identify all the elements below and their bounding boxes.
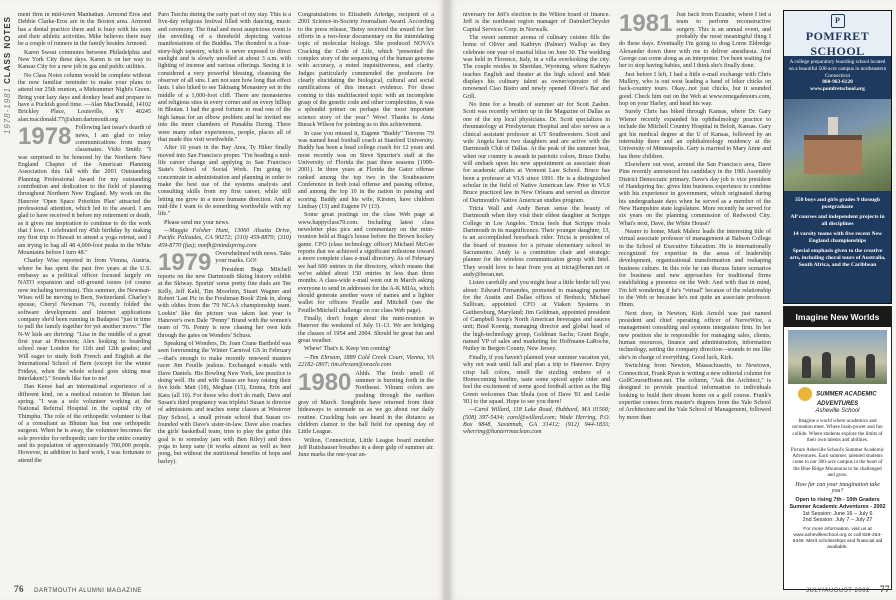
- paragraph: Paro Tsechu during the early part of my stay. This is a five-day religious festival filled with dancing, music and ceremony. The final and most auspicious event is the unveiling of a threehold depicting various manifestations of the Buddha. The thondrol is a four-story-high tapestry, which is never exposed to direct sunlight and is slowly unrolled at about 3 a.m. with lighting of incense and various offerings. Seeing it is considered a very powerful blessing, cleansing the observer of all sins. I am not sure how long that effect lasts. I also hiked to see Taktsang Monastery set in the middle of a 1,000-foot cliff. There are monasteries and religious sites in every corner and on every hilltop in Bhutan. I had the good fortune to read one of the high lamas for an elbow problem and he invited me into the inner chambers of Punakha Dzong. There were many other experiences, people, places all of that made this visit worthwhile.": [158, 12, 291, 143]
- ad-fact: Special emphasis given to the creative arts, including choral tours of Australia, South Africa, and the Caribbean: [789, 247, 886, 268]
- paragraph: Dan Keese had an international experience of a different kind, on a medical mission to Bhutan last spring. "I was a solo volunteer working at the National Referral Hospital in the capital city of Thimphu. The role of the orthopedic volunteer is that of a consultant as Bhutan has but one orthopedic surgeon. When he is away, the volunteer becomes the sole provider for orthopedic care for the entire country and its population of approximately 700,000 people. However, in addition to hard work, I was fortunate to attend the: [18, 384, 151, 464]
- page-number: 76: [14, 584, 24, 594]
- paragraph: Elsewhere out west, around the San Francisco area, Dave Pine recently announced his candidacy in the 19th Assembly District Democratic primary. Dave's day job is vice president of Handspring Inc. gives him business experience to combine with his experience in government, which originated during his undergraduate days when he served as a member of the New Hampshire state legislature. More recently he served for six years on the planning commission of Redwood City. What's next, Dave, the White House?: [619, 161, 771, 227]
- ad-phone: 860-963-6120: [822, 79, 853, 86]
- paragraph: Following last issue's dearth of news, I am glad to relay communications from many classmates. Vicki Smith: "I was surprised to be honored by the Northern New England Chapter of the American Planning Association this fall with the 2001 Outstanding Planning Professional Award for my outstanding contribution and dedication to the field of planning throughout Northern New England. My work on the Hanover 'Open Space Priorities Plan' attracted the professional attention, which led to the award. I am glad to have received it before my retirement or death, as it gives me inspiration to continue to do the work that I love. I celebrated my 45th birthday by making my first trip to Hawaii to attend a yoga retreat, and I am trying to bag all 48 4,000-foot peaks in the White Mountains before I turn 48.": [18, 125, 151, 256]
- class-year-heading: 1979: [158, 249, 212, 276]
- magazine-title: DARTMOUTH ALUMNI MAGAZINE: [34, 588, 142, 594]
- paragraph: Congratulations to Elizabeth Arledge, recipient of a 2001 Science-in-Society Journalism Award. According to the press release, 'Betsy received the award for her efforts in a two-hour documentary on the intimidating topic of molecular biology. She produced NOVA's Cracking the Code of Life, which "presented the complex story of the sequencing of the human genome with accuracy, a noted inquisitiveness, and clarity. Judges particularly commended the producers for clearly elucidating the biological, cultural and social ramifications of this inexact evidence. For those coming to this multifaceted topic with an incomplete grasp of the genetic code and other complexities, it was a splendid primer on perhaps the most important science story of the year." Wow! Thanks to Anna Burack Wilson for pointing us to this achievement.: [298, 12, 434, 129]
- ad-facts: [784, 194, 891, 275]
- paragraph: ment firm in mid-town Manhattan. Armond Eros and Debbie Clarke-Eros are in the Boston area. Armond has a dental practice there and is busy with his sons and their athletic activities. Mike believes there may be a couple of runners in the family besides Armond.: [18, 12, 151, 48]
- left-column-3: [298, 12, 434, 582]
- campus-tower-shape: [828, 117, 838, 137]
- paragraph: Ahhh. The fresh smell of summer is bursting forth in the Northeast. Vibrant colors are pushing through the earthen gray of March. Songbirds have returned from their hideaways to serenade us as we go about our daily routine. Crackling bats are heard in the distance as children clamor to the ball field for opening day of Little League.: [298, 370, 434, 436]
- class-year-heading: 1980: [298, 368, 352, 396]
- paragraph: Speaking of Wonders, Dr. Joan Crane Barthold was seen forerunning the Winter Carnival GS in February—that's enough to make recently renewed masters racer Jim Feuille jealous. Exchanged e-mails with Dave Daniels. His Bowling New York, law practice is doing well. He and wife Susan are busy raising their five kids: Matt (18), Meghan (15), Emma, Erin and Kara (all 10). For those who don't do math, Dave and Susan's third pregnancy was triplets! Susan is director of admissions and teaches some classes at Westover Day School, a small private school that Susan co-founded with Dave's sister-in-law. Dave also coaches the girls' basketball team, tries to play the guitar (his goal is to someday jam with Ben Riley) and does yoga to keep sane (it works almost as well as beer pong, but without the nutritional benefits of hops and barley).: [158, 341, 291, 465]
- student-figure: [822, 352, 831, 378]
- signature: —Carol Willard, 118 Lake Road, Hubbard, MA 01568; (508) 397-5434; carol@willard.com; Wade Herring, P.O. Box 9848, Savannah, GA 31412; (912) 944-1833; wherring@hunterrmaclean.com: [463, 407, 610, 436]
- program-logo: [788, 387, 887, 415]
- left-folio: [14, 584, 142, 594]
- program-logo-sub: Asheville School: [815, 408, 860, 414]
- paragraph: Some great postings on the class Web page at www.happyclass79.com. Including latest class newsletter plus pics and commentary on the mini-reunion held at Bugs's house before the Brown hockey game. CFO (class technology officer) Michael McGee reports that we achieved a significant milestone toward a more complete class e-mail directory. As of February we had 600 entries in the directory, which means that we've added about 150 entries in less than three months. A class-wide e-mail went out in March asking everyone to send in addresses for the A-K MIAs, which should generate another wave of names and a lighter wallet for officers Feuille and Mitchell (see the Feuille/Mitchell challenge on our class Web page).: [298, 212, 434, 314]
- right-folio: [806, 584, 890, 594]
- ad-session: 1st Session: June 16 – July 6: [802, 510, 873, 517]
- paragraph: The sweet summer aroma of culinary cuisine fills the home of Oliver and Kathryn (Palmer) Wallop as they celebrate one year of marital bliss on June 30. The wedding was held in Florence, Italy, in a villa overlooking the city. The couple resides in Sheridan, Wyoming, where Kathryn teaches English and theater at the high school and Matt displays his culinary talent as owner/operator of the renowned Ciao Bistro and newly opened Oliver's Bar and Grill.: [463, 35, 610, 100]
- ad-session: 2nd Session: July 7 – July 27: [802, 517, 873, 524]
- ad-text: Imagine a world where academics and recreation meet. Where brain-power and fun collide. Where students explore the limits of their own talents and abilities.: [792, 418, 883, 444]
- paragraph: Surely Chris has biked through Kansas, where Dr. Gary Wiener recently expanded his ophthalmology practice to include the Mitchell Country Hospital in Beloit, Kansas. Gary got his medical degree at the U of Kansas, followed by an internship there and an ophthalmology residency at the University of Minneapolis. Gary is married to Mary Anne and has three children.: [619, 109, 771, 160]
- paragraph: Listen carefully and you might hear a little birdie tell you about: Edward Fernandes, promoted to managing partner for the Austin and Dallas offices of Brobeck; Michael Sullivan, appointed CFO at Viaken Systems in Gaithersburg, Maryland; Jim Goldman, appointed president of Campbell Soup's North American beverages and sauces unit; Brad Koenig, managing director and global head of the high-technology group, Goldman Sachs; Grant Bogle, named VP of sales and marketing for Hoffmann-LaRoche, Nutley in Bergen County, New Jersey.: [463, 280, 610, 353]
- ad-url[interactable]: www.pomfretschool.org: [810, 86, 865, 93]
- student-figure: [846, 356, 855, 378]
- class-1981-section: [619, 12, 771, 71]
- right-page: [449, 0, 896, 600]
- class-1980-section: [298, 368, 434, 437]
- paragraph: Just before I left, I had a little e-mail exchange with Chris Mullery, who is out west leading a band of biker chicks on back-country tours. Okay...not just chicks, but it sounded good. Check him out on the Web at www.renegadetours.com, hop on your Harley, and head his way.: [619, 71, 771, 108]
- ad-fact: 350 boys and girls grades 9 through postgraduate: [794, 196, 881, 210]
- paragraph: Whew! That's it. Keep 'em coming!: [304, 346, 391, 353]
- ad-body: [784, 56, 891, 96]
- left-page: [0, 0, 445, 600]
- paragraph: Switching from Newton, Massachusetts, to Newtown, Connecticut, Frank Ryan is writing a new editorial column for GolfCourseHome.net. The column, "Ask the Architect," is designed to provide practical information to individuals looking to build their dream home on a golf course. Frank's expertise comes from master's degrees from the Yale School of Architecture and the Yale School of Management, followed by more than: [619, 363, 771, 421]
- paragraph: Wilton, Connecticut, Little League board member Jeff Rutishauser breathes in a deep gulp of summer air. June marks the one-year an-: [298, 437, 434, 459]
- paragraph: Tricia Wall and Andy Beran sense the beauty of Dartmouth when they visit their eldest daughter at Scripps College in Los Angeles. Tricia feels that Scripps rivals Dartmouth in its magnificence. Their younger daughter, 13, is an accomplished horseback rider. Tricia is president of the board of trustees for a private elementary school in Sacramento. Andy is a committee chair and strategic planner for the wireless communication group with Intel. They would love to hear from you at tricia@beran.net or andy@beran.net.: [463, 205, 610, 279]
- side-label-years: 1978-1981: [3, 86, 12, 135]
- pomfret-school-ad[interactable]: [783, 10, 892, 304]
- ad-program-name: Summer Academic Adventures - 2002: [789, 504, 886, 511]
- school-name: POMFRET SCHOOL: [805, 29, 870, 58]
- paragraph: Karen Sweat commutes between Philadelphia and New York City these days. Karen is on her way to Kansas City for a new job in gas and public utilities.: [18, 49, 151, 71]
- ad-headline: Imagine New Worlds: [784, 307, 891, 327]
- paragraph: After 10 years in the Bay Area, Ty Hiker finally moved into San Francisco proper. "I'm heading a mid-life career change and applying to San Francisco State's School of Social Work. I'm going to concentrate in administration and planning in order to make the best use of the systems analysis and consulting skills from my first career, while still letting me grow in a more humane direction. And at mid-life I want to do something worthwhile with my life.": [158, 145, 291, 218]
- ad-tagline: A college preparatory boarding school located on a beautiful 500-acre campus in northeastern Connecticut: [788, 59, 887, 79]
- paragraph: Finally, if you haven't planned your summer vacation yet, why not wait until fall and plan a trip to Hanover. Enjoy crisp fall colors, smell the sizzling embers of a Homecoming bonfire, taste some spiced apple cider and feel the excitement of some good football action as the Big Green welcomes Dan Shula (son of Dave '81 and Leslie '81) to the squad. Hope to see you there!: [463, 354, 610, 405]
- side-label-title: CLASS NOTES: [3, 16, 12, 84]
- student-figure: [802, 356, 811, 378]
- students-photo: [788, 330, 887, 384]
- paragraph: Please send me your news.: [164, 219, 230, 226]
- ad-fact: 14 varsity teams with five recent New England championships: [792, 230, 883, 244]
- paragraph: Charley Wise reported in from Vienna, Austria, where he has spent the past five years at the U.S. embassy as a political officer focused largely on NATO expansion and off-ground issues (of course now including terrorism). This summer, the Newman-Wises will be moving to Bern, Switzerland. Charley's spouse, Cheryl Newman '76, recently folded the software development and Internet applications company she'd been running in Budapest "just in time to pull the family together for yet another move." The N-W kids are thriving: "Lisa in the middle of a great first year at Princeton; Alex looking to boarding school near London for 11th and 12th grades; and Will eager to study both French and English at the International School of Bern (except for the winter Fridays, when the whole school goes skiing near Interlaken!)." Sounds like fun to me!: [18, 258, 151, 382]
- section-side-label: [3, 16, 15, 181]
- paragraph: Just back from Ecuador, where I led a team to perform reconstructive surgery. This is an annual event, and probably the most meaningful thing I do these days. Eventually I'm going to drag Lorne Eldredge Alexander down there with me to deliver anesthesia. And George can come along as an interpreter. I've been waiting for her to stop having babies, and I think she's finally done.: [619, 12, 771, 70]
- paragraph: No time for a breath of summer air for Scott Zashin. Scott was recently written up in the Magazine of Dallas as one of the top local physicians. Dr. Scott specializes in rheumatology at Presbyterian Hospital and also serves as a clinical assistant professor at UT Southwestern. Scott and wife Angela have two daughters and are active with the Dartmouth Club of Dallas. At the peak of the summer heat, when our country is awash in patriotic colors, Bruce Duthu will embark upon his new appointment as associate dean for academic affairs at Vermont Law School. Bruce has been a professor at VLS since 1991. He is a distinguished scholar in the field of Native American law. Prior to VLS Bruce practiced law in New Orleans and served as director of Dartmouth's Native American studies program.: [463, 102, 610, 204]
- class-1979-section: [158, 249, 291, 276]
- paragraph: Nearer to home, Mark Malerz leads the interesting title of virtual associate professor of management at Babson College in the School of Executive Education. He is internationally recognized for expertise in the areas of leadership development, organizational transformation and reshaping business culture. In this role he can discuss future scenarios for business and new approaches for traditional firms establishing a presence on the Web. And with that in mind, I'm left wondering if he's "virtual" because of the relationship to the Web or because he's not quite an associate professor. Hmm.: [619, 228, 771, 309]
- paragraph: Overwhelmed with news. Take your marks. GO!: [215, 251, 291, 265]
- paragraph: Next door, in Newton, Kirk Arnold was just named president and chief operating officer of NerveWire, a management consulting and systems integration firm. In her new position she is responsible for managing sales, clients, human resources, finance and administration, information technology, setting the company direction—sounds to me like she's in charge of everything. Good luck, Kirk.: [619, 310, 771, 361]
- class-year-heading: 1981: [619, 12, 673, 37]
- ad-open-to: Open to rising 7th - 10th Graders: [795, 497, 880, 504]
- program-logo-text: SUMMER ACADEMIC ADVENTURES: [816, 391, 877, 407]
- left-column-1: [18, 12, 151, 582]
- sun-icon: [798, 387, 812, 401]
- signature: —Tim Ehrsam, 1889 Cold Creek Court, Vienna, VA 22182-1807; tim.ehrsam@oracle.com: [298, 354, 434, 369]
- campus-photo: [784, 99, 891, 191]
- campus-building-shape: [804, 135, 862, 174]
- paragraph: No Class Notes column would be complete without the now familiar reminder to make your plans to attend our 25th reunion, a Midsummer Night's Green. Bring your lazy days and donkey head and prepare to have a Puckish good time. —Alan MacDonald, 14102 Brickley Place, Louisville, KY 40245 alan.macdonald.77@alum.dartmouth.org: [18, 72, 151, 123]
- paragraph: President Bugs Mitchell reports on the new Dartmouth Skiing history exhibit at the Skiway. Sportin' some pretty fine duds are Tee Kelly, Jeff Kahl, Tim Moorlein, Stuart Wagner and Robert 'Last Pic in the Freshman Book' Zink in, along with oldies from the '79 NCAA championship team. Lookin' like the picture was taken last year is Hanover's own Dale "Penny" Brand with the women's team of '76. Penny is now chasing her own kids through the gates on Wonders' Schuss.: [158, 266, 291, 339]
- ad-header: [784, 11, 891, 56]
- left-column-2: [158, 12, 291, 582]
- paragraph: Finally, don't forget about the mini-reunion in Hanover the weekend of July 11-13. We are bridging the classes of 1954 and 2004. Should be great fun and great weather.: [298, 316, 434, 345]
- signature: —Maggie Felsher Hunt, 13060 Alsatia Drive, Pacific Palisades, CA 90272; (310) 459-8870; (310) 459-8770 (fax); mmfh@mindspring.com: [158, 227, 291, 249]
- page-number: 77: [880, 584, 890, 594]
- class-year-heading: 1978: [18, 123, 72, 151]
- school-crest-icon: P: [831, 14, 845, 28]
- right-column-1: [463, 12, 610, 582]
- student-figure: [866, 354, 875, 378]
- right-column-2: [619, 12, 771, 582]
- class-1978-section: [18, 125, 151, 257]
- ad-question: How far can your imagination take you?: [795, 481, 880, 495]
- ad-fact: AP courses and independent projects in all disciplines: [790, 213, 885, 227]
- paragraph: niversary for Jeff's election to the Wilton board of finance. Jeff is the northeast region manager of DaimlerChrysler Capital Services Corp. in Norwalk.: [463, 12, 610, 33]
- summer-academic-adventures-ad[interactable]: [783, 306, 892, 590]
- paragraph: In case you missed it, Eugene "Buddy" Teevens '79 was named head football coach at Stanford University. Buddy has been a head college coach for 12 years and most recently was on Steve Spurrier's staff at the University of Florida the past three seasons (1999-2001). In three years at Florida the Gator offense ranked among the top two in the Southeastern Conference in both total offense and passing offense, and among the top 10 in the nation in passing and scoring. Buddy and his wife, Kirsten, have children Lindsay (15) and Eugene IV (13).: [298, 130, 434, 210]
- issue-date: JULY/AUGUST 2002: [806, 588, 870, 594]
- ad-text: Picture Asheville School's Summer Academic Adventures. Each summer, talented students come to our 300-acre campus in the heart of the Blue Ridge Mountains to be challenged and grow.: [790, 446, 885, 479]
- ad-sessions: [788, 497, 887, 523]
- ad-footer[interactable]: For more information, visit us at www.ashevilleschool.org or call 828-254-6345. Merit scholarships and financial aid available.: [792, 526, 883, 550]
